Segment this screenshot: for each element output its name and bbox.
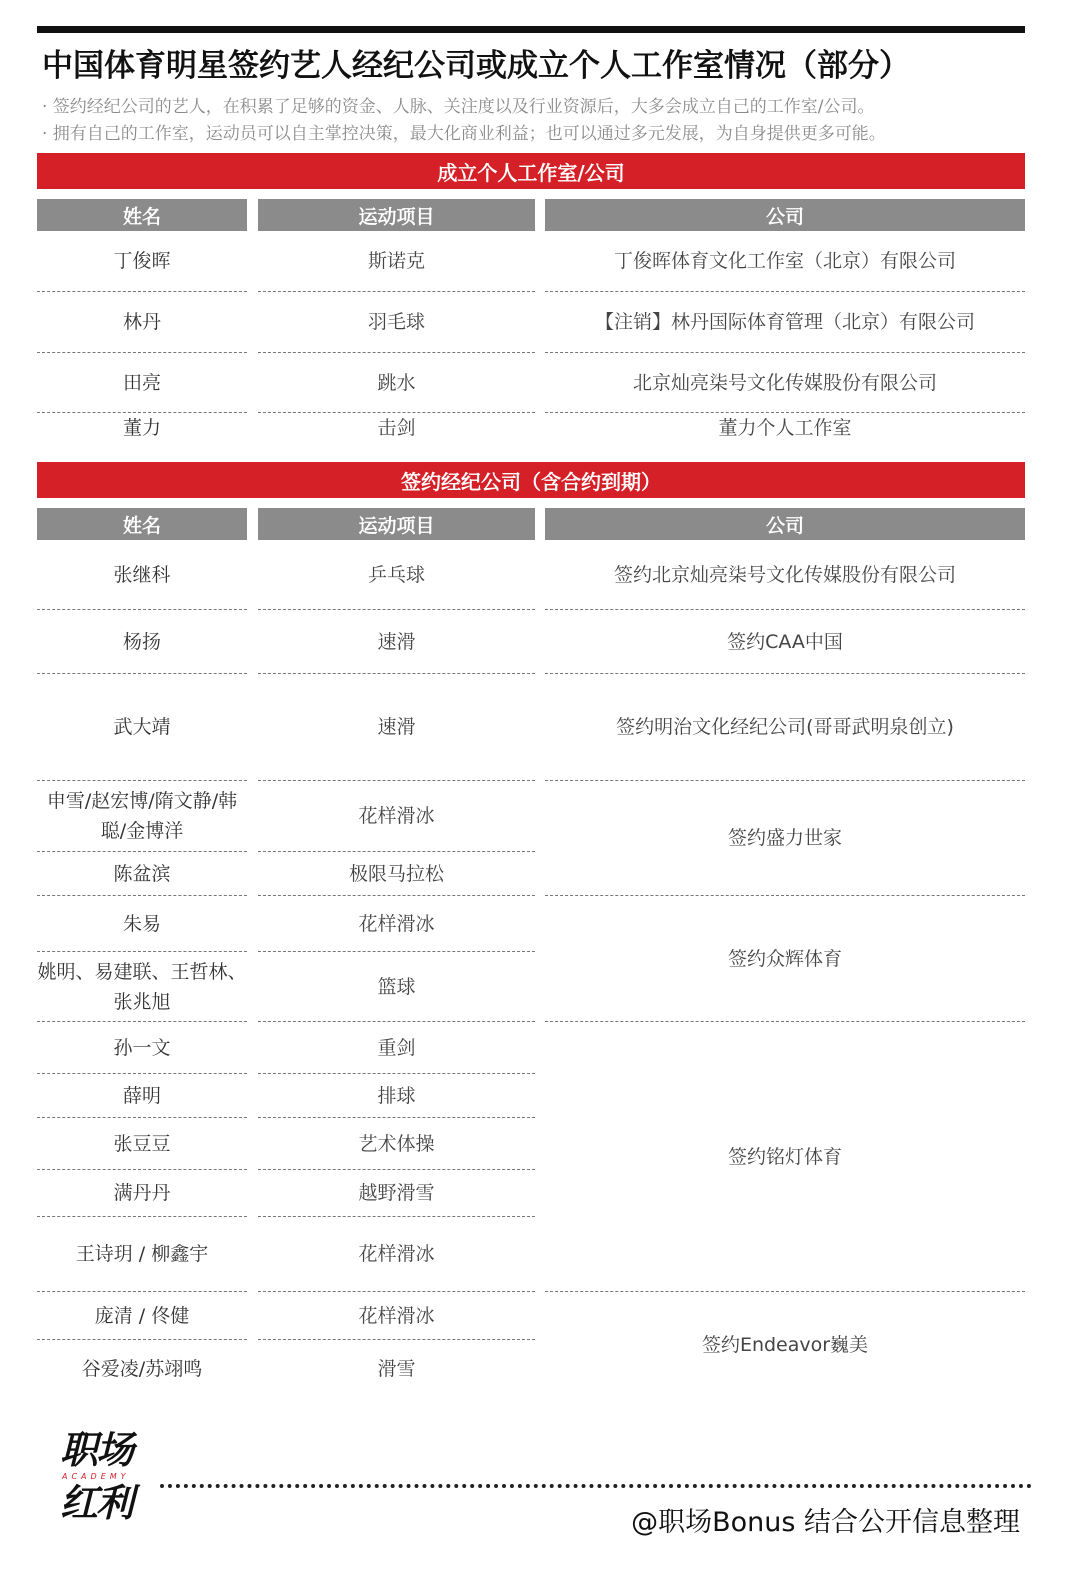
cell-name: 庞清 / 佟健: [37, 1292, 247, 1340]
cell-sport: 篮球: [258, 952, 535, 1022]
cell-sport: 速滑: [258, 674, 535, 781]
cell-name: 张豆豆: [37, 1118, 247, 1170]
cell-sport: 羽毛球: [258, 292, 535, 353]
cell-name: 薛明: [37, 1074, 247, 1118]
cell-sport: 重剑: [258, 1022, 535, 1074]
brand-tagline: ACADEMY: [62, 1472, 130, 1481]
brand-line-1: 职场: [60, 1428, 133, 1472]
top-rule: [37, 26, 1025, 33]
section-agencies: [37, 462, 1025, 1410]
section-banner: 成立个人工作室/公司: [37, 153, 1025, 189]
cell-company: 签约铭灯体育: [545, 1022, 1025, 1292]
cell-name: 孙一文: [37, 1022, 247, 1074]
section-studios: [37, 153, 1025, 463]
cell-sport: 花样滑冰: [258, 1292, 535, 1340]
header-sport: 运动项目: [258, 199, 535, 231]
cell-company: 董力个人工作室: [718, 417, 852, 439]
table-header: [37, 508, 1025, 540]
cell-company: 签约明治文化经纪公司(哥哥武明泉创立): [545, 674, 1025, 781]
table-body: [37, 540, 1025, 1410]
source-credit: @职场Bonus 结合公开信息整理: [631, 1507, 1020, 1538]
brand-logo: [60, 1430, 160, 1523]
cell-name: 申雪/赵宏博/隋文静/韩聪/金博洋: [37, 781, 247, 852]
cell-sport: 极限马拉松: [258, 852, 535, 896]
cell-company: 丁俊晖体育文化工作室（北京）有限公司: [545, 231, 1025, 292]
cell-name: 丁俊晖: [37, 231, 247, 292]
cell-company: 签约北京灿亮柒号文化传媒股份有限公司: [545, 540, 1025, 610]
table-body: [37, 231, 1025, 463]
section-banner: 签约经纪公司（含合约到期）: [37, 462, 1025, 498]
cell-sport: 乒乓球: [258, 540, 535, 610]
cell-sport: 花样滑冰: [258, 1217, 535, 1292]
cell-sport: 跳水: [258, 353, 535, 413]
cell-company: 签约CAA中国: [545, 610, 1025, 674]
intro-note-2: · 拥有自己的工作室，运动员可以自主掌控决策，最大化商业利益；也可以通过多元发展，为自身提供更多可能。: [42, 124, 886, 144]
cell-name: 武大靖: [37, 674, 247, 781]
cell-name: 林丹: [37, 292, 247, 353]
footer-dotted-rule: [160, 1484, 1032, 1488]
cell-sport: 斯诺克: [258, 231, 535, 292]
header-company: 公司: [545, 199, 1025, 231]
brand-line-2: 红利: [60, 1481, 133, 1525]
header-name: 姓名: [37, 508, 247, 540]
table-header: [37, 199, 1025, 231]
header-name: 姓名: [37, 199, 247, 231]
cell-sport: 击剑: [377, 417, 416, 439]
cell-sport: 滑雪: [377, 1358, 416, 1380]
cell-company: 北京灿亮柒号文化传媒股份有限公司: [545, 353, 1025, 413]
cell-name: 姚明、易建联、王哲林、张兆旭: [37, 952, 247, 1022]
cell-sport: 花样滑冰: [258, 781, 535, 852]
cell-sport: 速滑: [258, 610, 535, 674]
cell-company: 签约Endeavor巍美: [701, 1334, 869, 1356]
cell-name: 张继科: [37, 540, 247, 610]
cell-sport: 艺术体操: [258, 1118, 535, 1170]
header-company: 公司: [545, 508, 1025, 540]
cell-name: 朱易: [37, 896, 247, 952]
cell-sport: 越野滑雪: [258, 1170, 535, 1217]
cell-name: 满丹丹: [37, 1170, 247, 1217]
cell-name: 陈盆滨: [37, 852, 247, 896]
intro-note-1: · 签约经纪公司的艺人，在积累了足够的资金、人脉、关注度以及行业资源后，大多会成立自己的工作室/公司。: [42, 97, 875, 117]
cell-sport: 排球: [258, 1074, 535, 1118]
cell-name: 田亮: [37, 353, 247, 413]
cell-company: 签约众辉体育: [545, 896, 1025, 1022]
cell-name: 杨扬: [37, 610, 247, 674]
header-sport: 运动项目: [258, 508, 535, 540]
page-title: 中国体育明星签约艺人经纪公司或成立个人工作室情况（部分）: [42, 48, 910, 84]
cell-name: 王诗玥 / 柳鑫宇: [37, 1217, 247, 1292]
cell-company: 【注销】林丹国际体育管理（北京）有限公司: [545, 292, 1025, 353]
cell-name: 谷爱凌/苏翊鸣: [81, 1358, 203, 1380]
cell-sport: 花样滑冰: [258, 896, 535, 952]
cell-name: 董力: [122, 417, 161, 439]
cell-company: 签约盛力世家: [545, 781, 1025, 896]
